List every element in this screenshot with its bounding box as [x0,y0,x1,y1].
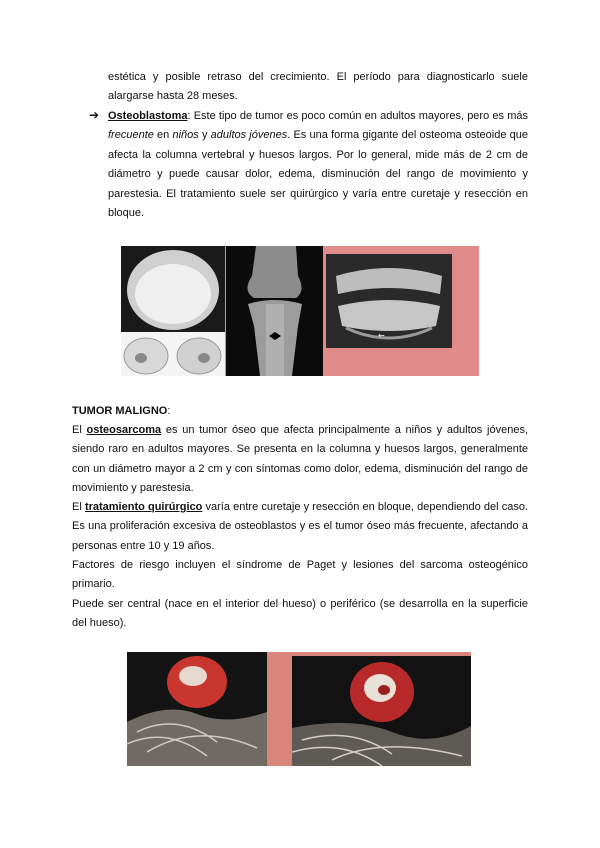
scalp-lesion-photo-left [127,652,267,766]
location-paragraph: Puede ser central (nace en el interior del hueso) o periférico (se desarrolla en la superficie del hueso). [72,598,528,630]
osteoblastoma-paragraph: Osteoblastoma: Este tipo de tumor es poco común en adultos mayores, pero es más frecuente en niños y adultos jóvenes. Es una forma gigante del osteoma osteoide que afecta la columna vertebral y huesos largos. Por lo general, mide más de 2 cm de diámetro y puede causar dolor, edema, disminución del rango de movimiento y parestesia. El tratamiento suele ser quirúrgico y varía entre curetaje y resección en bloque. [108,110,528,220]
tumor-maligno-heading: TUMOR MALIGNO: [72,405,171,417]
panoramic-dental-xray-image [326,254,452,348]
knee-xray-image [226,246,323,376]
osteosarcoma-figure [127,652,471,766]
scalp-lesion-photo-right [292,656,471,766]
osteoblastoma-term: Osteoblastoma [108,110,188,122]
osteosarcoma-paragraph: El osteosarcoma es un tumor óseo que afecta principalmente a niños y adultos jóvenes, siendo raro en adultos mayores. Se presenta en la columna y huesos largos, generalmente con un diámetro mayor a 2 cm y con síntomas como dolor, edema, disminución del rango de movimiento y parestesia. [72,424,528,495]
surgical-treatment-term: tratamiento quirúrgico [84,501,203,513]
skull-xray-image [121,246,225,376]
osteosarcoma-term: osteosarcoma [86,424,162,436]
risk-factors-paragraph: Factores de riesgo incluyen el síndrome de Paget y lesiones del sarcoma osteogénico primario. [72,559,528,591]
osteoblastoma-continuation: estética y posible retraso del crecimiento. El período para diagnosticarlo suele alargarse hasta 28 meses. [108,71,528,103]
osteoblastoma-figure [121,246,479,376]
treatment-paragraph: El tratamiento quirúrgico varía entre curetaje y resección en bloque, dependiendo del caso. Es una proliferación excesiva de osteoblastos y es el tumor óseo más frecuente, afectando a personas entre 10 y 19 años. [72,501,529,552]
svg-text:←: ← [378,331,385,340]
arrow-bullet-icon: ➔ [89,108,100,122]
